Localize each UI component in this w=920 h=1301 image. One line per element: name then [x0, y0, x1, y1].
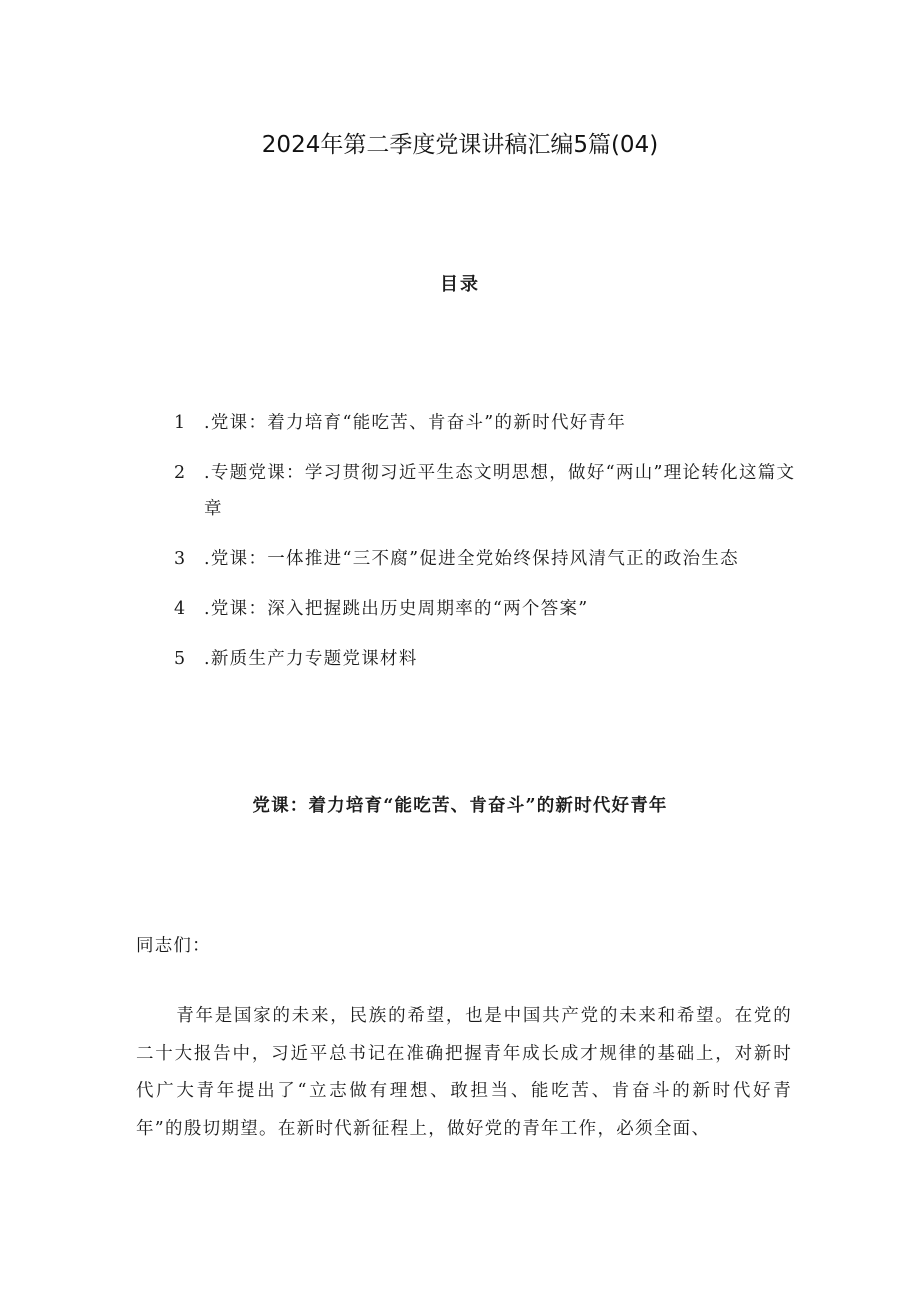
toc-item-text: .专题党课：学习贯彻习近平生态文明思想，做好“两山”理论转化这篇文章: [204, 463, 796, 519]
toc-item-number: 5: [174, 649, 187, 669]
toc-item: [174, 541, 814, 577]
toc-item-number: 2: [174, 463, 187, 483]
salutation: 同志们：: [136, 936, 211, 956]
toc-item: [174, 455, 814, 527]
document-title: 2024年第二季度党课讲稿汇编5篇(04): [261, 132, 659, 158]
toc-heading: 目录: [440, 274, 480, 295]
toc-item-text: .新质生产力专题党课材料: [204, 649, 418, 669]
toc-item-text: .党课：深入把握跳出历史周期率的“两个答案”: [204, 599, 589, 619]
toc-item-number: 4: [174, 599, 187, 619]
toc-item: [174, 405, 814, 441]
toc-item-number: 1: [174, 413, 187, 433]
section-title: 党课：着力培育“能吃苦、肯奋斗”的新时代好青年: [252, 796, 668, 816]
toc-item-text: .党课：着力培育“能吃苦、肯奋斗”的新时代好青年: [204, 413, 627, 433]
toc-item-text: .党课：一体推进“三不腐”促进全党始终保持风清气正的政治生态: [204, 549, 739, 569]
table-of-contents: [174, 405, 814, 691]
body-paragraph: 青年是国家的未来，民族的希望，也是中国共产党的未来和希望。在党的二十大报告中，习近平总书记在准确把握青年成长成才规律的基础上，对新时代广大青年提出了“立志做有理想、敢担当、能吃苦、肯奋斗的新时代好青年”的殷切期望。在新时代新征程上，做好党的青年工作，必须全面、: [136, 1006, 792, 1139]
toc-item-number: 3: [174, 549, 187, 569]
toc-item: [174, 641, 814, 677]
toc-item: [174, 591, 814, 627]
